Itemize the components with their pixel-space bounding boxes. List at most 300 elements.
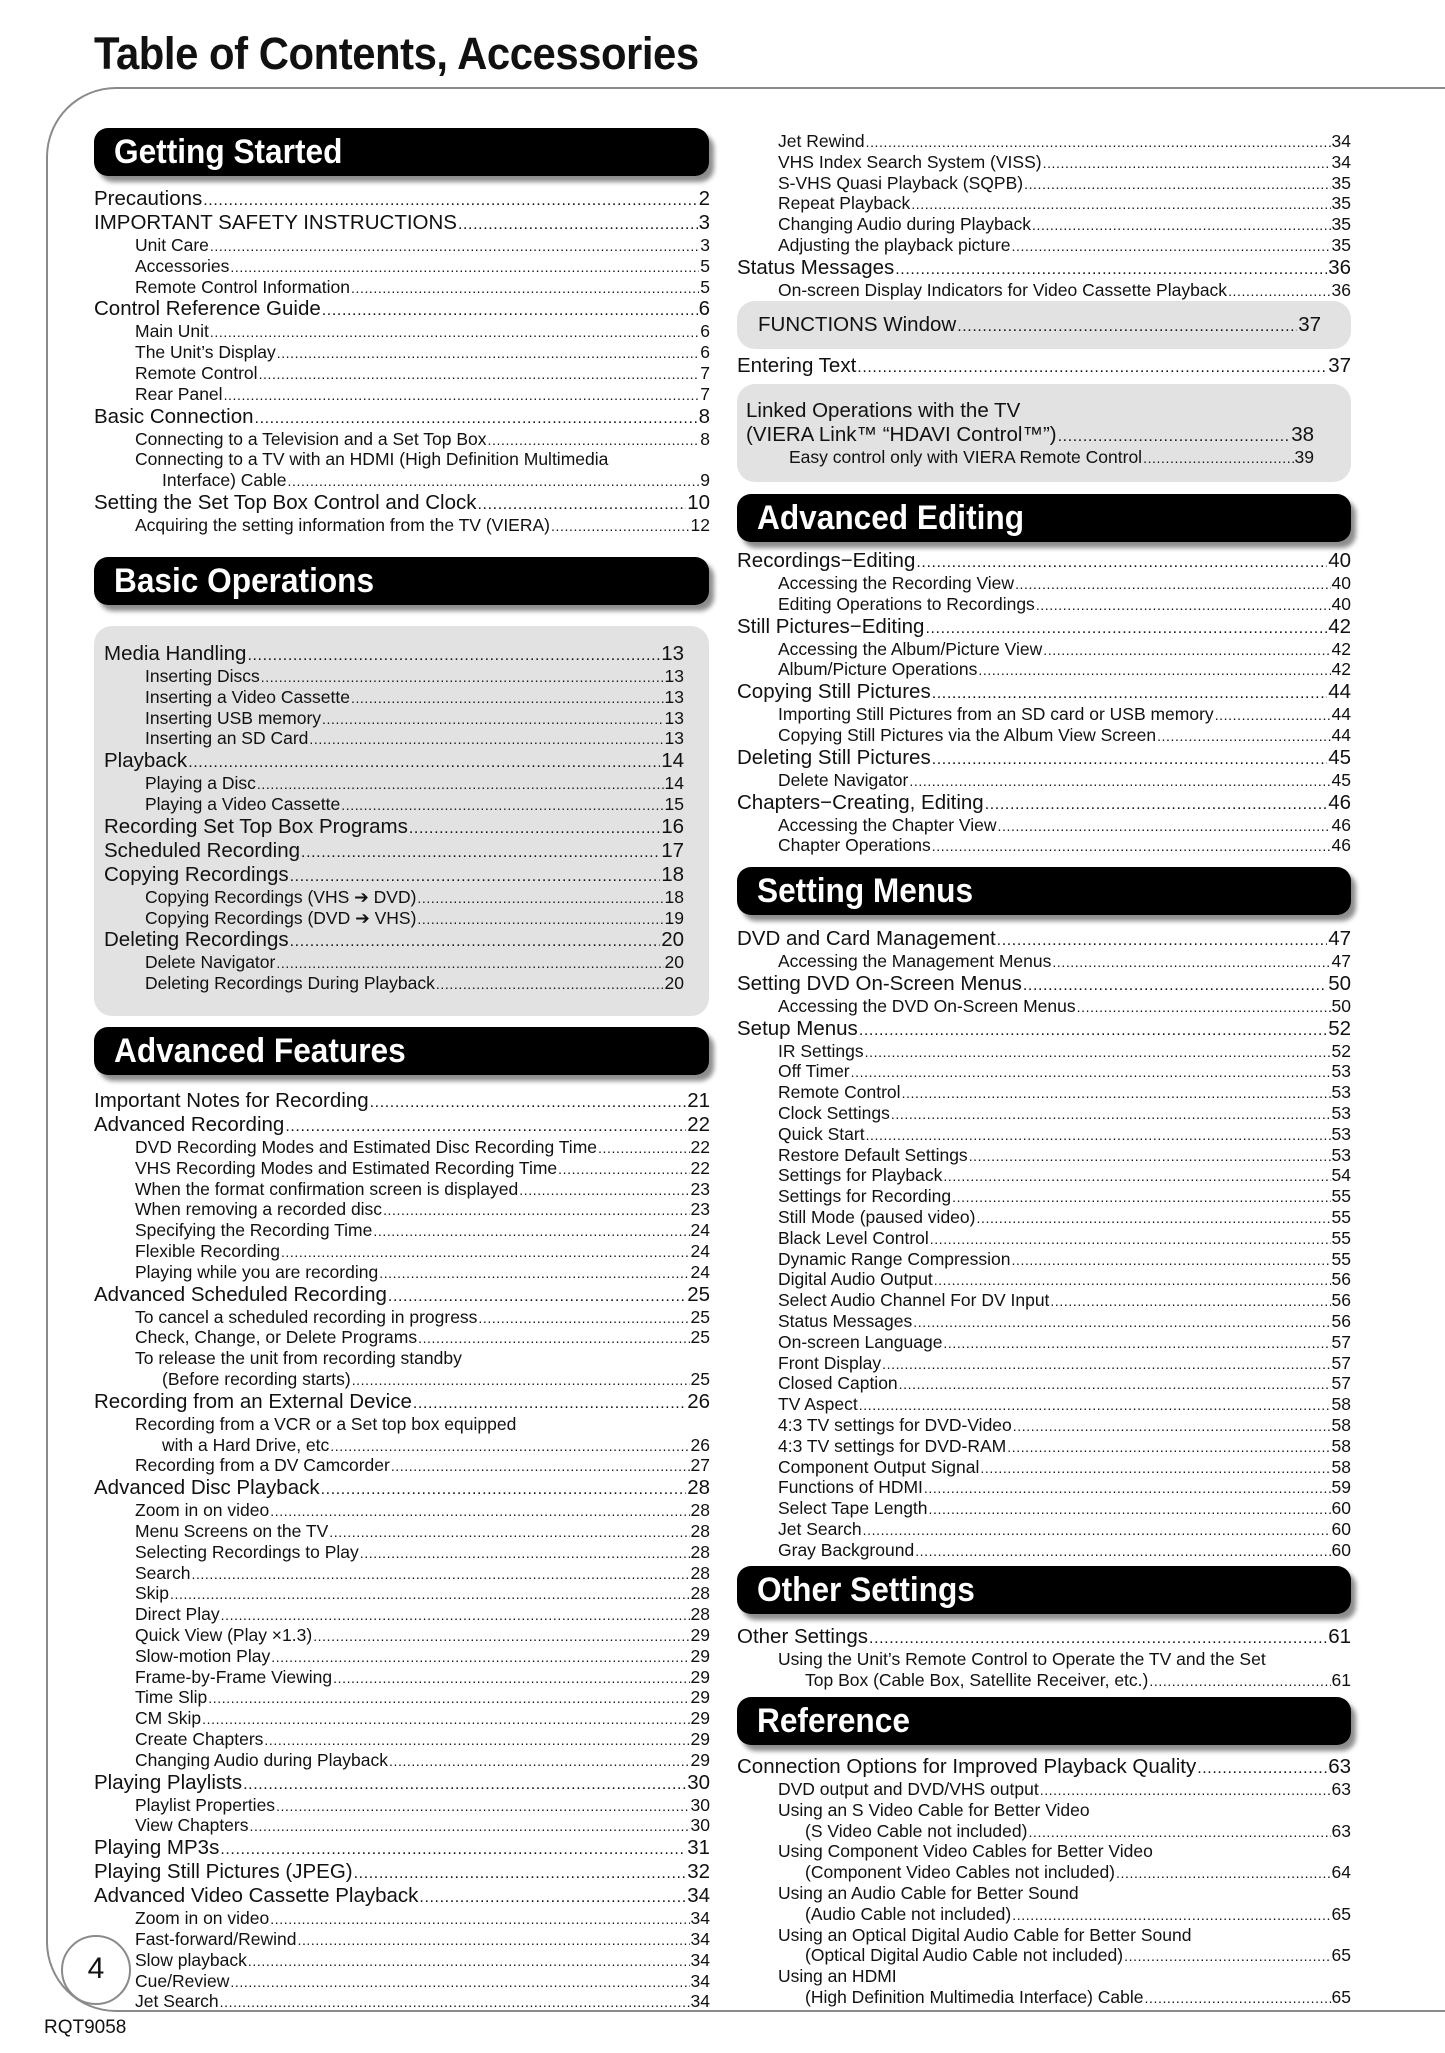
toc-row[interactable] — [104, 708, 684, 729]
toc-row[interactable] — [94, 1455, 710, 1476]
dot-leader — [1032, 214, 1331, 235]
toc-row[interactable] — [737, 1755, 1351, 1779]
toc-label: Setting DVD On-Screen Menus — [737, 971, 1022, 995]
section-header-getting-started — [94, 128, 709, 176]
dot-leader — [285, 1113, 686, 1137]
toc-row[interactable] — [737, 815, 1351, 836]
toc-row[interactable] — [737, 1124, 1351, 1145]
toc-list-advanced-editing — [737, 549, 1351, 856]
toc-page: 56 — [1331, 1290, 1351, 1311]
toc-row[interactable] — [94, 1583, 710, 1604]
toc-row[interactable] — [94, 1348, 710, 1369]
toc-row[interactable] — [737, 1103, 1351, 1124]
toc-row[interactable] — [94, 187, 710, 211]
dot-leader — [373, 1220, 689, 1241]
toc-row[interactable] — [94, 342, 710, 363]
toc-row[interactable] — [737, 639, 1351, 660]
toc-row[interactable] — [737, 1821, 1351, 1842]
toc-row[interactable] — [94, 363, 710, 384]
toc-row[interactable] — [94, 1750, 710, 1771]
toc-label: Playback — [104, 749, 188, 773]
dot-leader — [391, 1455, 690, 1476]
toc-row[interactable] — [94, 1414, 710, 1435]
dot-leader — [997, 927, 1328, 951]
toc-row[interactable] — [94, 1500, 710, 1521]
toc-label: Precautions — [94, 187, 203, 210]
toc-list-other-settings — [737, 1625, 1351, 1691]
toc-row[interactable] — [737, 1883, 1351, 1904]
toc-row[interactable] — [737, 680, 1351, 704]
toc-row[interactable] — [104, 666, 684, 687]
toc-row[interactable] — [104, 794, 684, 815]
dot-leader — [370, 1089, 687, 1113]
toc-label: Menu Screens on the TV — [135, 1520, 329, 1541]
dot-leader — [413, 1390, 686, 1414]
toc-row[interactable] — [737, 1498, 1351, 1519]
toc-row[interactable] — [94, 384, 710, 405]
toc-page: 61 — [1328, 1625, 1351, 1648]
toc-label: Chapters−Creating, Editing — [737, 790, 984, 814]
dot-leader — [902, 1082, 1331, 1103]
toc-list-getting-started — [94, 187, 710, 536]
toc-row[interactable] — [104, 863, 684, 887]
dot-leader — [261, 666, 664, 687]
section-header-advanced-features — [94, 1027, 709, 1075]
toc-row[interactable] — [737, 1332, 1351, 1353]
toc-page: 25 — [690, 1327, 710, 1348]
toc-row[interactable] — [737, 1966, 1351, 1987]
toc-row[interactable] — [94, 1390, 710, 1414]
toc-row[interactable] — [737, 1353, 1351, 1374]
toc-label: Quick View (Play ×1.3) — [135, 1624, 313, 1645]
toc-page: 26 — [687, 1389, 710, 1413]
toc-row[interactable] — [94, 297, 710, 321]
toc-row[interactable] — [737, 256, 1351, 280]
toc-label: DVD Recording Modes and Estimated Disc Recording Time — [135, 1137, 597, 1157]
toc-page: 29 — [690, 1687, 710, 1708]
toc-row[interactable] — [94, 1860, 710, 1884]
section-header-label: Getting Started — [114, 133, 343, 171]
toc-label: Interface) Cable — [162, 470, 287, 491]
toc-label: Playing MP3s — [94, 1836, 220, 1860]
toc-page: 44 — [1328, 680, 1351, 704]
toc-row[interactable] — [737, 1082, 1351, 1103]
dot-leader — [210, 321, 699, 342]
dot-leader — [925, 615, 1327, 639]
toc-row[interactable] — [94, 1179, 710, 1200]
toc-row[interactable] — [94, 1113, 710, 1137]
toc-row[interactable] — [104, 728, 684, 749]
toc-page: 29 — [690, 1624, 710, 1645]
toc-row[interactable] — [94, 321, 710, 342]
toc-page: 13 — [664, 666, 684, 686]
toc-row[interactable] — [94, 1199, 710, 1220]
toc-row[interactable] — [94, 235, 710, 256]
toc-row[interactable] — [94, 211, 710, 235]
toc-label: Cue/Review — [135, 1970, 230, 1991]
dot-leader — [598, 1137, 690, 1158]
toc-row[interactable] — [737, 927, 1351, 951]
toc-page: 58 — [1331, 1456, 1351, 1477]
toc-label: Zoom in on video — [135, 1500, 270, 1521]
toc-row[interactable] — [737, 659, 1351, 680]
toc-row[interactable] — [94, 1625, 710, 1646]
toc-row[interactable] — [737, 1228, 1351, 1249]
toc-row[interactable] — [737, 1477, 1351, 1498]
toc-row[interactable] — [737, 1649, 1351, 1670]
toc-row[interactable] — [94, 1521, 710, 1542]
toc-label: Inserting USB memory — [145, 707, 322, 728]
dot-leader — [891, 1103, 1331, 1124]
dot-leader — [859, 1394, 1331, 1415]
toc-row[interactable] — [94, 405, 710, 429]
toc-label: Copying Recordings (DVD ➔ VHS) — [145, 907, 417, 928]
toc-row[interactable] — [94, 470, 710, 491]
toc-entry-functions-window[interactable] — [758, 313, 1321, 337]
toc-page: 9 — [700, 470, 710, 491]
dot-leader — [943, 1165, 1330, 1186]
toc-label: Repeat Playback — [778, 193, 911, 214]
toc-page: 19 — [664, 907, 684, 928]
dot-leader — [230, 1971, 689, 1992]
toc-page: 47 — [1328, 927, 1351, 950]
toc-row[interactable] — [94, 429, 710, 450]
toc-row[interactable] — [94, 1220, 710, 1241]
toc-row[interactable] — [737, 173, 1351, 194]
toc-row[interactable] — [94, 1241, 710, 1262]
toc-row[interactable] — [737, 549, 1351, 573]
toc-row[interactable] — [737, 1457, 1351, 1478]
toc-row[interactable] — [94, 1815, 710, 1836]
toc-row[interactable] — [737, 1311, 1351, 1332]
toc-row[interactable] — [104, 687, 684, 708]
toc-row[interactable] — [737, 1904, 1351, 1925]
toc-row[interactable] — [94, 1929, 710, 1950]
toc-row[interactable] — [94, 1542, 710, 1563]
toc-page: 65 — [1331, 1945, 1351, 1966]
toc-page: 31 — [687, 1836, 710, 1860]
toc-row[interactable] — [737, 835, 1351, 856]
dot-leader — [259, 363, 700, 384]
section-header-label: Setting Menus — [757, 872, 974, 910]
toc-row[interactable] — [94, 1950, 710, 1971]
toc-row[interactable] — [737, 746, 1351, 770]
toc-page: 55 — [1331, 1186, 1351, 1207]
dot-leader — [857, 354, 1327, 378]
toc-row[interactable] — [737, 951, 1351, 972]
dot-leader — [488, 429, 700, 450]
toc-row[interactable] — [737, 1862, 1351, 1883]
dot-leader — [360, 1542, 690, 1563]
toc-label: (S Video Cable not included) — [805, 1820, 1028, 1841]
toc-page: 25 — [690, 1368, 710, 1389]
dot-leader — [271, 1646, 689, 1667]
dot-leader — [1050, 1290, 1330, 1311]
toc-page: 3 — [700, 235, 710, 255]
toc-page: 29 — [690, 1666, 710, 1687]
toc-row[interactable] — [737, 1841, 1351, 1862]
toc-row[interactable] — [94, 277, 710, 298]
dot-leader — [270, 1500, 689, 1521]
toc-row[interactable] — [737, 1041, 1351, 1062]
toc-row[interactable] — [94, 1646, 710, 1667]
dot-leader — [952, 1186, 1330, 1207]
toc-page: 40 — [1331, 593, 1351, 614]
toc-row[interactable] — [737, 573, 1351, 594]
toc-label: Skip — [135, 1583, 170, 1604]
toc-row[interactable] — [737, 996, 1351, 1017]
dot-leader — [264, 1729, 689, 1750]
toc-row[interactable] — [94, 1687, 710, 1708]
toc-row[interactable] — [94, 491, 710, 515]
toc-row[interactable] — [737, 972, 1351, 996]
dot-leader — [1024, 173, 1330, 194]
toc-row[interactable] — [104, 839, 684, 863]
toc-page: 7 — [700, 383, 710, 404]
dot-leader — [478, 1307, 689, 1328]
dot-leader — [333, 1667, 689, 1688]
toc-row[interactable] — [94, 449, 710, 470]
toc-row[interactable] — [737, 152, 1351, 173]
toc-row[interactable] — [737, 725, 1351, 746]
toc-page: 30 — [687, 1770, 710, 1794]
toc-row[interactable] — [737, 1625, 1351, 1649]
dot-leader — [301, 839, 660, 863]
toc-page: 34 — [690, 1970, 710, 1991]
toc-row[interactable] — [737, 1165, 1351, 1186]
toc-page: 22 — [687, 1113, 710, 1136]
toc-row[interactable] — [94, 1908, 710, 1929]
toc-row[interactable] — [94, 515, 710, 536]
toc-row[interactable] — [94, 1563, 710, 1584]
toc-label: Important Notes for Recording — [94, 1089, 369, 1112]
toc-row[interactable] — [94, 1307, 710, 1328]
toc-row[interactable] — [737, 235, 1351, 256]
toc-row[interactable] — [94, 1283, 710, 1307]
toc-label: Advanced Video Cassette Playback — [94, 1884, 419, 1908]
toc-label: Accessories — [135, 255, 230, 276]
toc-label: Closed Caption — [778, 1373, 898, 1394]
toc-row[interactable] — [94, 1137, 710, 1158]
toc-page: 55 — [1331, 1206, 1351, 1227]
toc-row[interactable] — [94, 1327, 710, 1348]
toc-row[interactable] — [737, 1373, 1351, 1394]
toc-label: Rear Panel — [135, 383, 223, 404]
toc-page: 60 — [1331, 1539, 1351, 1560]
toc-label: Flexible Recording — [135, 1240, 280, 1261]
toc-label: Inserting an SD Card — [145, 728, 309, 749]
toc-page: 23 — [690, 1199, 710, 1220]
toc-entry-entering-text[interactable] — [737, 354, 1351, 378]
toc-page: 34 — [1331, 151, 1351, 172]
toc-row[interactable] — [737, 1017, 1351, 1041]
toc-list-advanced-features — [94, 1089, 710, 2012]
dot-leader — [202, 1708, 689, 1729]
toc-row[interactable] — [94, 1604, 710, 1625]
toc-row[interactable] — [104, 773, 684, 794]
toc-page: 13 — [661, 642, 684, 665]
toc-label: CM Skip — [135, 1708, 202, 1729]
toc-row[interactable] — [104, 815, 684, 839]
toc-row[interactable] — [94, 1795, 710, 1816]
toc-label: Slow playback — [135, 1949, 247, 1970]
toc-row[interactable] — [737, 193, 1351, 214]
toc-row[interactable] — [94, 1158, 710, 1179]
toc-label: Advanced Scheduled Recording — [94, 1282, 387, 1306]
toc-row[interactable] — [737, 1415, 1351, 1436]
dot-leader — [379, 1262, 689, 1283]
toc-row[interactable] — [737, 1987, 1351, 2008]
toc-row[interactable] — [104, 887, 684, 908]
section-header-other-settings — [737, 1566, 1351, 1614]
toc-row[interactable] — [737, 791, 1351, 815]
section-header-basic-operations — [94, 557, 709, 605]
toc-page: 58 — [1331, 1414, 1351, 1435]
toc-page: 15 — [664, 793, 684, 814]
toc-page: 27 — [690, 1455, 710, 1476]
toc-label: Setting the Set Top Box Control and Clock — [94, 490, 477, 514]
toc-label: Connecting to a Television and a Set Top Box — [135, 428, 487, 449]
toc-row[interactable] — [737, 704, 1351, 725]
toc-page: 57 — [1331, 1352, 1351, 1373]
toc-row[interactable] — [737, 615, 1351, 639]
toc-row[interactable] — [94, 1667, 710, 1688]
toc-page: 24 — [690, 1261, 710, 1282]
dot-leader — [322, 297, 698, 321]
toc-label: (Component Video Cables not included) — [805, 1862, 1116, 1883]
toc-row[interactable] — [737, 1670, 1351, 1691]
dot-leader — [934, 1269, 1331, 1290]
toc-row[interactable] — [737, 1519, 1351, 1540]
toc-page: 53 — [1331, 1082, 1351, 1103]
dot-leader — [1007, 1436, 1330, 1457]
toc-row[interactable] — [94, 1708, 710, 1729]
toc-row[interactable] — [94, 1971, 710, 1992]
toc-label: Recordings−Editing — [737, 549, 916, 572]
toc-row[interactable] — [737, 1436, 1351, 1457]
dot-leader — [208, 1687, 689, 1708]
dot-leader — [915, 1540, 1330, 1561]
toc-row[interactable] — [737, 1290, 1351, 1311]
toc-row[interactable] — [737, 1207, 1351, 1228]
toc-page: 13 — [664, 728, 684, 749]
toc-label: Using an Optical Digital Audio Cable for Better Sound — [778, 1924, 1192, 1945]
toc-label: Entering Text — [737, 354, 857, 377]
toc-row[interactable] — [94, 1729, 710, 1750]
toc-row[interactable] — [737, 1145, 1351, 1166]
toc-row[interactable] — [737, 594, 1351, 615]
toc-row[interactable] — [94, 1836, 710, 1860]
toc-row[interactable] — [94, 1369, 710, 1390]
toc-label: Using an Audio Cable for Better Sound — [778, 1882, 1079, 1903]
toc-row[interactable] — [94, 1771, 710, 1795]
toc-row[interactable] — [737, 1945, 1351, 1966]
toc-label: IMPORTANT SAFETY INSTRUCTIONS — [94, 211, 457, 234]
dot-leader — [417, 887, 663, 908]
toc-page: 55 — [1331, 1227, 1351, 1248]
toc-row[interactable] — [104, 952, 684, 973]
toc-label: Dynamic Range Compression — [778, 1248, 1011, 1269]
toc-row[interactable] — [94, 1884, 710, 1908]
toc-label: Delete Navigator — [778, 769, 909, 790]
toc-label: Adjusting the playback picture — [778, 234, 1011, 255]
dot-leader — [1215, 704, 1331, 725]
toc-row[interactable] — [94, 1089, 710, 1113]
toc-row[interactable] — [737, 1061, 1351, 1082]
toc-label: Off Timer — [778, 1061, 850, 1082]
toc-page: 32 — [687, 1860, 710, 1884]
toc-page: 36 — [1331, 279, 1351, 300]
toc-page: 56 — [1331, 1310, 1351, 1331]
toc-row[interactable] — [104, 928, 684, 952]
toc-row[interactable] — [737, 214, 1351, 235]
dot-leader — [1043, 639, 1330, 660]
dot-leader — [409, 815, 660, 839]
toc-label: FUNCTIONS Window — [758, 313, 957, 336]
toc-label: On-screen Display Indicators for Video Cassette Playback — [778, 279, 1228, 300]
toc-label: Jet Rewind — [778, 131, 865, 151]
toc-row[interactable] — [94, 1262, 710, 1283]
dot-leader — [419, 1884, 686, 1908]
toc-label: Playing Playlists — [94, 1770, 243, 1794]
toc-label: Control Reference Guide — [94, 297, 321, 321]
toc-page: 50 — [1331, 995, 1351, 1016]
toc-row[interactable] — [737, 1394, 1351, 1415]
toc-row[interactable] — [737, 1779, 1351, 1800]
toc-row[interactable] — [737, 1186, 1351, 1207]
toc-row[interactable] — [94, 1991, 710, 2012]
toc-row[interactable] — [737, 1800, 1351, 1821]
toc-row[interactable] — [737, 1249, 1351, 1270]
toc-row[interactable] — [104, 749, 684, 773]
dot-leader — [436, 973, 664, 994]
document-code: RQT9058 — [44, 2017, 127, 2038]
toc-row[interactable] — [94, 256, 710, 277]
toc-row[interactable] — [737, 1925, 1351, 1946]
toc-label: View Chapters — [135, 1815, 249, 1836]
toc-row[interactable] — [737, 1269, 1351, 1290]
toc-row[interactable] — [737, 1540, 1351, 1561]
dot-leader — [1011, 1249, 1330, 1270]
toc-row[interactable] — [104, 973, 684, 994]
toc-page: 22 — [690, 1157, 710, 1178]
toc-row[interactable] — [737, 770, 1351, 791]
toc-page: 6 — [700, 321, 710, 342]
toc-row[interactable] — [94, 1435, 710, 1456]
dot-leader — [220, 1991, 690, 2012]
dot-leader — [230, 256, 699, 277]
toc-label: When the format confirmation screen is displayed — [135, 1178, 519, 1199]
toc-label: TV Aspect — [778, 1394, 858, 1415]
dot-leader — [985, 791, 1327, 815]
toc-label: Importing Still Pictures from an SD card or USB memory — [778, 704, 1214, 725]
toc-row[interactable] — [94, 1476, 710, 1500]
toc-row[interactable] — [104, 642, 684, 666]
toc-row[interactable] — [737, 280, 1351, 301]
dot-leader — [221, 1604, 690, 1625]
toc-page: 29 — [690, 1749, 710, 1770]
toc-entry-linked-operations[interactable] — [746, 399, 1314, 468]
toc-label: Status Messages — [737, 255, 895, 279]
toc-label: Using the Unit’s Remote Control to Operate the TV and the Set — [778, 1649, 1266, 1669]
toc-row[interactable] — [104, 908, 684, 929]
dot-leader — [243, 1771, 686, 1795]
toc-row[interactable] — [737, 131, 1351, 152]
toc-page: 5 — [700, 255, 710, 276]
toc-page: 26 — [690, 1434, 710, 1455]
toc-label: Playing while you are recording — [135, 1261, 379, 1282]
toc-page: 14 — [661, 749, 684, 773]
